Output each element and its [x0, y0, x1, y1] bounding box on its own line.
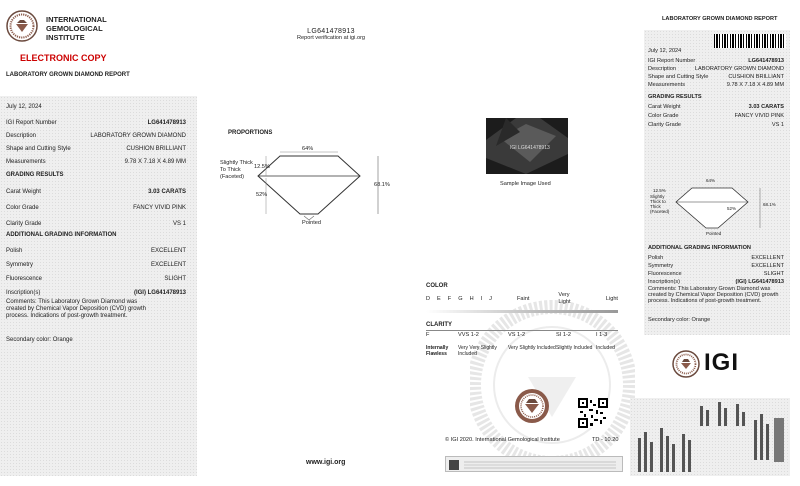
color-letter: E — [437, 295, 441, 302]
right-pavilion-percent: 52% — [727, 206, 737, 211]
secondary-color-text: Secondary color: Orange — [6, 337, 73, 343]
igi-seal-icon — [6, 10, 38, 42]
grading-row: Clarity Grade VS 1 — [6, 221, 186, 227]
color-scale-title: COLOR — [426, 283, 448, 289]
color-word: Light — [605, 295, 618, 302]
right-additional-row: Symmetry EXCELLENT — [648, 262, 784, 269]
grading-results-title: GRADING RESULTS — [6, 172, 64, 178]
igi-brand-logo: IGI — [704, 349, 740, 376]
detail-row: Measurements 9.78 X 7.18 X 4.89 MM — [6, 158, 186, 165]
crown-percent: 12.5% — [254, 164, 270, 170]
right-depth-percent: 68.1% — [763, 202, 776, 207]
barcode-icon — [714, 34, 786, 48]
proportions-diagram — [220, 142, 400, 232]
right-additional-row: Polish EXCELLENT — [648, 254, 784, 261]
igi-logo-seal-icon — [672, 350, 700, 378]
additional-row: Inscription(s) (IGI) LG641478913 — [6, 290, 186, 296]
header-verification-text: Report verification at igi.org — [296, 35, 366, 41]
color-word: Very Light — [558, 292, 571, 305]
detail-row: IGI Report Number LG641478913 — [6, 119, 186, 126]
culet-label: Pointed — [302, 220, 321, 226]
additional-info-title: ADDITIONAL GRADING INFORMATION — [6, 232, 117, 238]
right-table-percent: 64% — [706, 178, 716, 183]
color-letter: G — [458, 295, 463, 302]
right-details-panel — [644, 30, 790, 335]
electronic-copy-label: ELECTRONIC COPY — [20, 53, 107, 63]
right-proportions-diagram — [646, 180, 786, 242]
right-crown-percent: 12.5% — [653, 188, 666, 193]
institute-name-line1: INTERNATIONAL — [46, 15, 107, 24]
additional-row: Symmetry EXCELLENT — [6, 262, 186, 268]
right-grading-row: Carat Weight 3.03 CARATS — [648, 104, 784, 110]
comments-text: Comments: This Laboratory Grown Diamond was created by Chemical Vapor Deposition (CVD) growth process. Indications of post-growth treatment. — [6, 299, 146, 319]
right-culet-label: Pointed — [706, 231, 722, 236]
depth-percent: 68.1% — [374, 182, 390, 188]
website-link[interactable]: www.igi.org — [306, 459, 346, 466]
grading-row: Color Grade FANCY VIVID PINK — [6, 205, 186, 211]
color-gradient-bar — [426, 310, 618, 313]
clarity-scale: F VVS 1-2 VS 1-2 SI 1-2 I 1-3 Internally Flawless Very Very Slightly Included Very Slightly Included Slightly Included Included — [426, 332, 615, 357]
right-additional-row: Inscription(s) (IGI) LG641478913 — [648, 278, 784, 285]
right-comments-text: Comments: This Laboratory Grown Diamond was created by Chemical Vapor Deposition (CVD) growth process. Indications of post-growth treatment. — [648, 286, 779, 304]
detail-row: Description LABORATORY GROWN DIAMOND — [6, 132, 186, 139]
right-detail-row: Shape and Cutting Style CUSHION BRILLIANT — [648, 73, 784, 80]
right-grading-title: GRADING RESULTS — [648, 94, 702, 100]
right-detail-row: IGI Report Number LG641478913 — [648, 57, 784, 64]
clarity-divider — [426, 330, 618, 331]
additional-row: Polish EXCELLENT — [6, 248, 186, 254]
color-letter: F — [447, 295, 452, 302]
form-code: TD - 10.20 — [592, 437, 619, 443]
color-letter: I — [480, 295, 483, 302]
institute-name-line3: INSTITUTE — [46, 33, 85, 42]
right-detail-row: Measurements 9.78 X 7.18 X 4.89 MM — [648, 81, 784, 88]
right-additional-title: ADDITIONAL GRADING INFORMATION — [648, 245, 751, 251]
institute-name-line2: GEMOLOGICAL — [46, 24, 103, 33]
clarity-scale-title: CLARITY — [426, 322, 452, 328]
grading-row: Carat Weight 3.03 CARATS — [6, 189, 186, 195]
copyright-text: © IGI 2020. International Gemological Institute — [445, 437, 560, 443]
report-date: July 12, 2024 — [6, 104, 42, 110]
right-grading-row: Color Grade FANCY VIVID PINK — [648, 113, 784, 119]
left-details-panel — [0, 96, 197, 476]
right-detail-row: Description LABORATORY GROWN DIAMOND — [648, 65, 784, 72]
detail-row: Shape and Cutting Style CUSHION BRILLIANT — [6, 145, 186, 152]
right-report-type: LABORATORY GROWN DIAMOND REPORT — [662, 16, 778, 22]
right-secondary-color: Secondary color: Orange — [648, 317, 711, 323]
security-strip — [445, 456, 623, 472]
sample-diamond-image — [486, 118, 568, 174]
report-type-title: LABORATORY GROWN DIAMOND REPORT — [6, 72, 130, 78]
proportions-title: PROPORTIONS — [228, 130, 273, 136]
additional-row: Fluorescence SLIGHT — [6, 276, 186, 282]
color-letter: D — [426, 295, 431, 302]
igi-hologram-seal-icon — [514, 388, 550, 424]
rotated-summary-strip — [630, 398, 790, 476]
table-percent: 64% — [302, 146, 314, 152]
right-additional-row: Fluorescence SLIGHT — [648, 270, 784, 277]
girdle-description: Slightly Thick To Thick (Faceted) — [220, 160, 253, 180]
header-report-number: LG641478913 — [307, 28, 355, 35]
color-letter: H — [469, 295, 474, 302]
right-date: July 12, 2024 — [648, 48, 682, 54]
pavilion-percent: 52% — [256, 192, 268, 198]
sample-image-caption: Sample Image Used — [500, 181, 551, 187]
qr-code-icon[interactable] — [578, 398, 608, 428]
color-letter: J — [489, 295, 492, 302]
color-scale — [426, 292, 618, 313]
right-grading-row: Clarity Grade VS 1 — [648, 122, 784, 128]
right-girdle-description: Slightly Thick to Thick (Faceted) — [650, 194, 670, 214]
color-word: Faint — [516, 295, 530, 302]
sample-inscription: IGI LG641478913 — [510, 145, 550, 151]
